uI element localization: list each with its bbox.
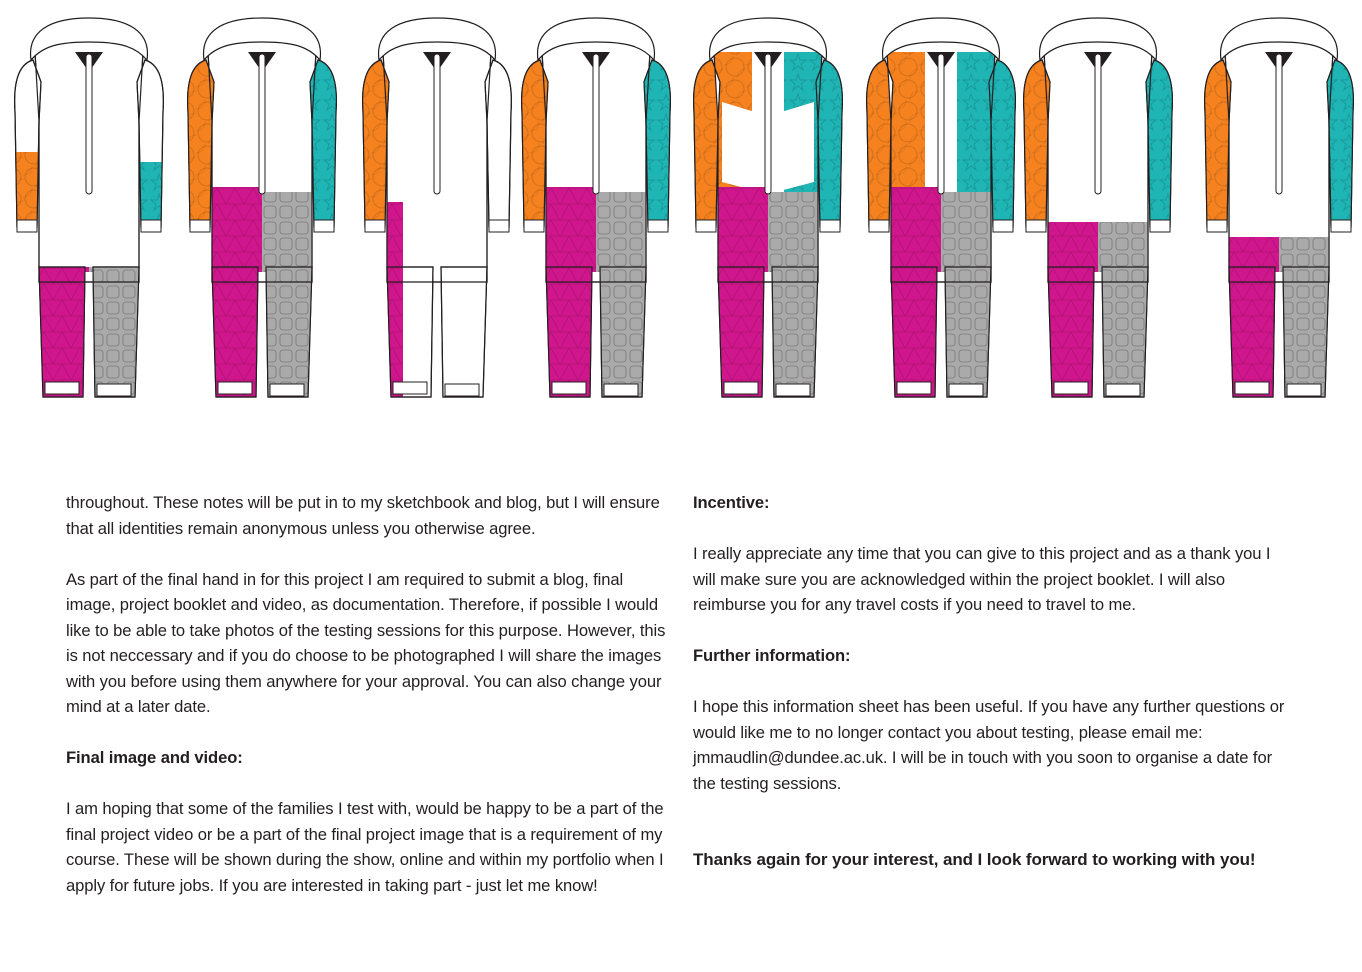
sleeve-cuff xyxy=(1331,220,1351,232)
onesie-icon-1 xyxy=(15,18,164,397)
leg-cuff xyxy=(97,384,131,396)
left-leg-color xyxy=(1229,237,1279,397)
leg-cuff xyxy=(45,382,79,394)
closing-thanks: Thanks again for your interest, and I look forward to working with you! xyxy=(693,850,1256,869)
left-leg-color xyxy=(718,187,768,397)
right-leg-color-pattern xyxy=(262,192,312,397)
leg-cuff xyxy=(1235,382,1269,394)
zipper xyxy=(86,54,92,194)
zipper xyxy=(938,54,944,194)
sleeve-cuff xyxy=(648,220,668,232)
right-leg-color xyxy=(1098,222,1148,397)
left-leg-color-pattern xyxy=(39,267,89,397)
right-leg-color xyxy=(596,192,646,397)
right-leg-color xyxy=(89,267,139,397)
onesie-icon-2 xyxy=(188,18,337,397)
sleeve-cuff xyxy=(1207,220,1227,232)
zipper xyxy=(1095,54,1101,194)
onesie-icon-3 xyxy=(363,18,512,397)
right-leg-color xyxy=(262,192,312,397)
sleeve-cuff xyxy=(696,220,716,232)
left-leg-color-pattern xyxy=(546,187,596,397)
zipper xyxy=(1276,54,1282,194)
right-leg-color-pattern xyxy=(768,192,818,397)
right-leg-color-pattern xyxy=(941,192,991,397)
right-leg-color xyxy=(768,192,818,397)
leg-cuff xyxy=(270,384,304,396)
leg-cuff xyxy=(445,384,479,396)
leg-cuff xyxy=(393,382,427,394)
onesie-illustrations xyxy=(0,0,1362,410)
onesie-icon-4 xyxy=(522,18,671,397)
leg-cuff xyxy=(949,384,983,396)
sleeve-cuff xyxy=(820,220,840,232)
sleeve-cuff xyxy=(17,220,37,232)
sleeve-cuff xyxy=(489,220,509,232)
right-leg-color-pattern xyxy=(596,192,646,397)
leg-cuff xyxy=(1106,384,1140,396)
onesie-icon-7 xyxy=(1024,18,1173,397)
onesie-icon-8 xyxy=(1205,18,1354,397)
leg-cuff xyxy=(1287,384,1321,396)
documentation-paragraph: As part of the final hand in for this project I am required to submit a blog, final image, project booklet and video, as documentation. Therefore, if possible I would like to be able to take photos of the testing sessions for this purpose. However, this is not neccessary and if you do choose to be photographed I will share the images with you before using them anywhere for your approval. You can also change your mind at a later date. xyxy=(66,569,666,716)
sleeve-cuff xyxy=(524,220,544,232)
left-leg-color xyxy=(1048,222,1098,397)
onesie-icon-6 xyxy=(867,18,1016,397)
onesie-icon-5 xyxy=(694,18,843,397)
zipper xyxy=(765,54,771,194)
right-leg-color xyxy=(941,192,991,397)
sleeve-cuff xyxy=(190,220,210,232)
further-information-paragraph: I hope this information sheet has been useful. If you have any further questions or would like me to no longer contact you about testing, please email me: jmmaudlin@dundee.ac.uk. I will be in touch with you soon to organise a date for the testing sessions. xyxy=(693,697,1285,793)
left-leg-color-pattern xyxy=(718,187,768,397)
leg-cuff xyxy=(897,382,931,394)
incentive-paragraph: I really appreciate any time that you can give to this project and as a thank you I will make sure you are acknowledged within the project booklet. I will also reimburse you for any travel costs if you need to travel to me. xyxy=(693,544,1271,614)
right-leg-color-pattern xyxy=(1098,222,1148,397)
sleeve-cuff xyxy=(1150,220,1170,232)
leg-cuff xyxy=(552,382,586,394)
right-leg-color xyxy=(1279,237,1329,397)
further-information-heading: Further information: xyxy=(693,646,851,665)
left-leg-color xyxy=(212,187,262,397)
left-leg-color-pattern xyxy=(212,187,262,397)
sleeve-cuff xyxy=(141,220,161,232)
sleeve-cuff xyxy=(314,220,334,232)
zipper xyxy=(593,54,599,194)
sleeve-cuff xyxy=(869,220,889,232)
left-text-column xyxy=(66,490,676,924)
sleeve-cuff xyxy=(1026,220,1046,232)
left-leg-color xyxy=(891,187,941,397)
final-image-paragraph: I am hoping that some of the families I test with, would be happy to be a part of the final project video or be a part of the final project image that is a requirement of my course. These will be shown during the show, online and within my portfolio when I apply for future jobs. If you are interested in taking part - just let me know! xyxy=(66,799,664,895)
left-leg-color-pattern xyxy=(891,187,941,397)
zipper xyxy=(259,54,265,194)
leg-cuff xyxy=(724,382,758,394)
leg-cuff xyxy=(218,382,252,394)
leg-cuff xyxy=(776,384,810,396)
left-leg-color xyxy=(546,187,596,397)
left-leg-color-pattern xyxy=(1229,237,1279,397)
leg-cuff xyxy=(1054,382,1088,394)
incentive-heading: Incentive: xyxy=(693,493,770,512)
right-leg-color-pattern xyxy=(1279,237,1329,397)
zipper xyxy=(434,54,440,194)
onesie-right-leg xyxy=(441,267,487,397)
final-image-heading: Final image and video: xyxy=(66,748,243,767)
leg-cuff xyxy=(604,384,638,396)
right-text-column xyxy=(693,490,1293,873)
right-leg-color-pattern xyxy=(89,267,139,397)
anonymity-paragraph: throughout. These notes will be put in to my sketchbook and blog, but I will ensure that all identities remain anonymous unless you otherwise agree. xyxy=(66,493,660,538)
left-leg-color xyxy=(39,267,89,397)
sleeve-cuff xyxy=(993,220,1013,232)
sleeve-cuff xyxy=(365,220,385,232)
left-leg-color-pattern xyxy=(1048,222,1098,397)
